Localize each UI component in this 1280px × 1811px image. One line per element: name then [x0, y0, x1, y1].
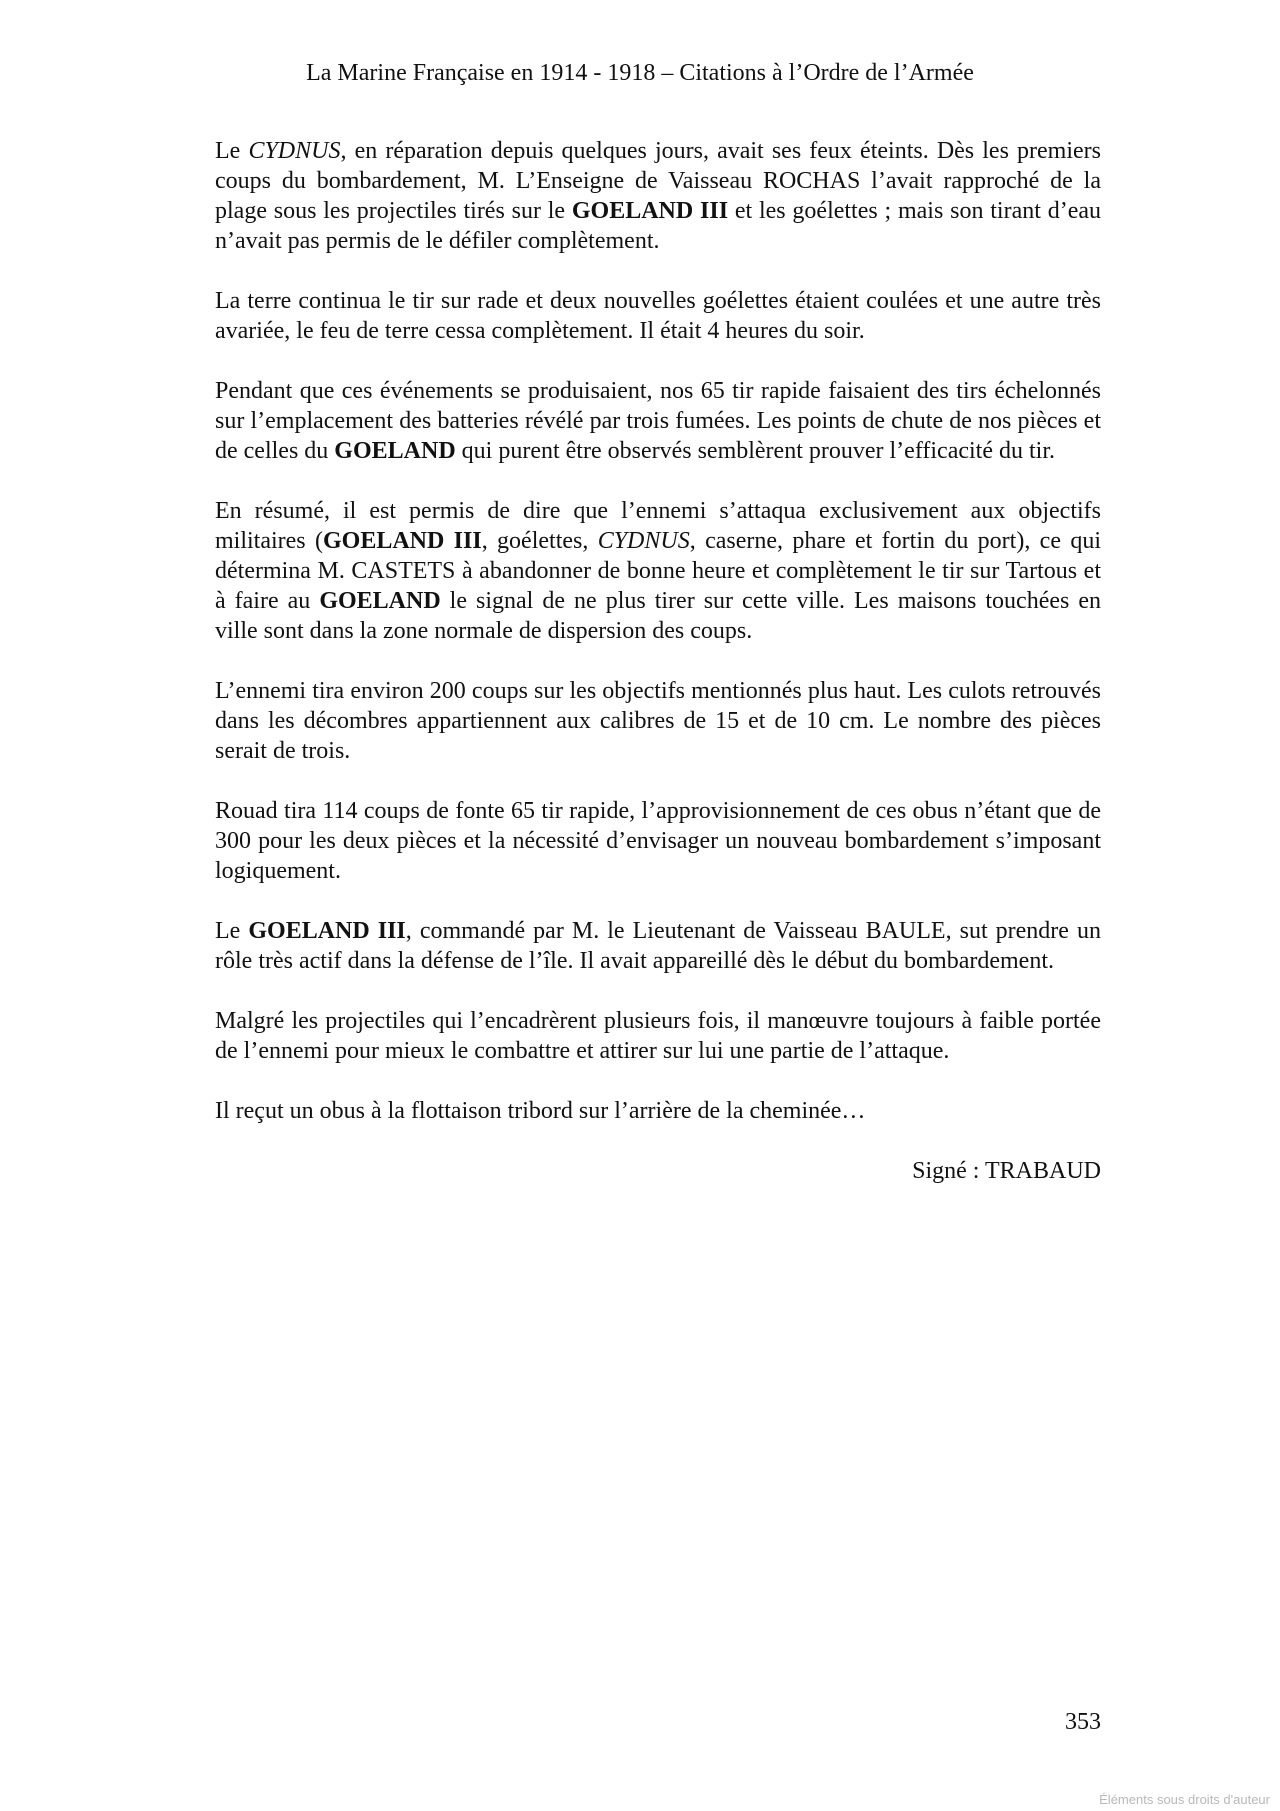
paragraph — [215, 1096, 1101, 1126]
text-run: le signal de ne plus tirer sur cette ville. Les maisons touchées en ville sont dans la zone normale de dispersion des coups. — [215, 588, 1102, 644]
text-run: Il reçut un obus à la flottaison tribord sur l’arrière de la cheminée… — [215, 1098, 866, 1124]
text-run: En résumé, il est permis de dire que l’ennemi s’attaqua exclusivement aux objectifs militaires ( — [215, 498, 1101, 554]
text-run: La terre continua le tir sur rade et deux nouvelles goélettes étaient coulées et une autre très avariée, le feu de terre cessa complètement. Il était 4 heures du soir. — [215, 288, 1101, 344]
text-run: Rouad tira 114 coups de fonte 65 tir rapide, l’approvisionnement de ces obus n’étant que de 300 pour les deux pièces et la nécessité d’envisager un nouveau bombardement s’imposant logiquement. — [215, 798, 1101, 884]
page-number: 353 — [1065, 1709, 1101, 1735]
paragraph — [215, 676, 1101, 766]
page-header: La Marine Française en 1914 - 1918 – Citations à l’Ordre de l’Armée — [306, 60, 974, 86]
text-run: Malgré les projectiles qui l’encadrèrent plusieurs fois, il manœuvre toujours à faible portée de l’ennemi pour mieux le combattre et attirer sur lui une partie de l’attaque. — [215, 1008, 1101, 1064]
text-run: Le — [215, 138, 249, 164]
paragraph — [215, 136, 1101, 256]
italic-text: CYDNUS — [597, 528, 690, 554]
paragraph — [215, 496, 1101, 646]
bold-text: GOELAND — [319, 588, 441, 614]
text-run: , goélettes, — [481, 528, 598, 554]
bold-text: GOELAND — [334, 438, 456, 464]
signature: Signé : TRABAUD — [912, 1158, 1101, 1184]
document-body — [215, 136, 1101, 1186]
text-run: qui purent être observés semblèrent prouver l’efficacité du tir. — [455, 438, 1055, 464]
paragraph — [215, 1006, 1101, 1066]
bold-text: GOELAND III — [322, 528, 482, 554]
bold-text: GOELAND III — [571, 198, 729, 224]
text-run: et les goélettes ; mais son tirant d’eau n’avait pas permis de le défiler complètement. — [215, 198, 1101, 254]
paragraph — [215, 286, 1101, 346]
paragraph-list — [215, 136, 1101, 1126]
paragraph — [215, 796, 1101, 886]
rights-notice: Éléments sous droits d'auteur — [1099, 1792, 1270, 1807]
italic-text: CYDNUS — [248, 138, 341, 164]
paragraph — [215, 916, 1101, 976]
text-run: , caserne, phare et fortin du port), ce qui détermina M. CASTETS à abandonner de bonne heure et complètement le tir sur Tartous et à faire au — [215, 528, 1101, 614]
text-run: L’ennemi tira environ 200 coups sur les objectifs mentionnés plus haut. Les culots retrouvés dans les décombres appartiennent aux calibres de 15 et de 10 cm. Le nombre des pièces serait de trois. — [215, 678, 1101, 764]
bold-text: GOELAND III — [248, 918, 406, 944]
text-run: Pendant que ces événements se produisaient, nos 65 tir rapide faisaient des tirs échelonnés sur l’emplacement des batteries révélé par trois fumées. Les points de chute de nos pièces et de celles du — [215, 378, 1101, 464]
text-run: , commandé par M. le Lieutenant de Vaisseau BAULE, sut prendre un rôle très actif dans la défense de l’île. Il avait appareillé dès le début du bombardement. — [215, 918, 1101, 974]
text-run: , en réparation depuis quelques jours, avait ses feux éteints. Dès les premiers coups du bombardement, M. L’Enseigne de Vaisseau ROCHAS l’avait rapproché de la plage sous les projectiles tirés sur le — [215, 138, 1101, 224]
text-run: Le — [215, 918, 249, 944]
paragraph — [215, 376, 1101, 466]
